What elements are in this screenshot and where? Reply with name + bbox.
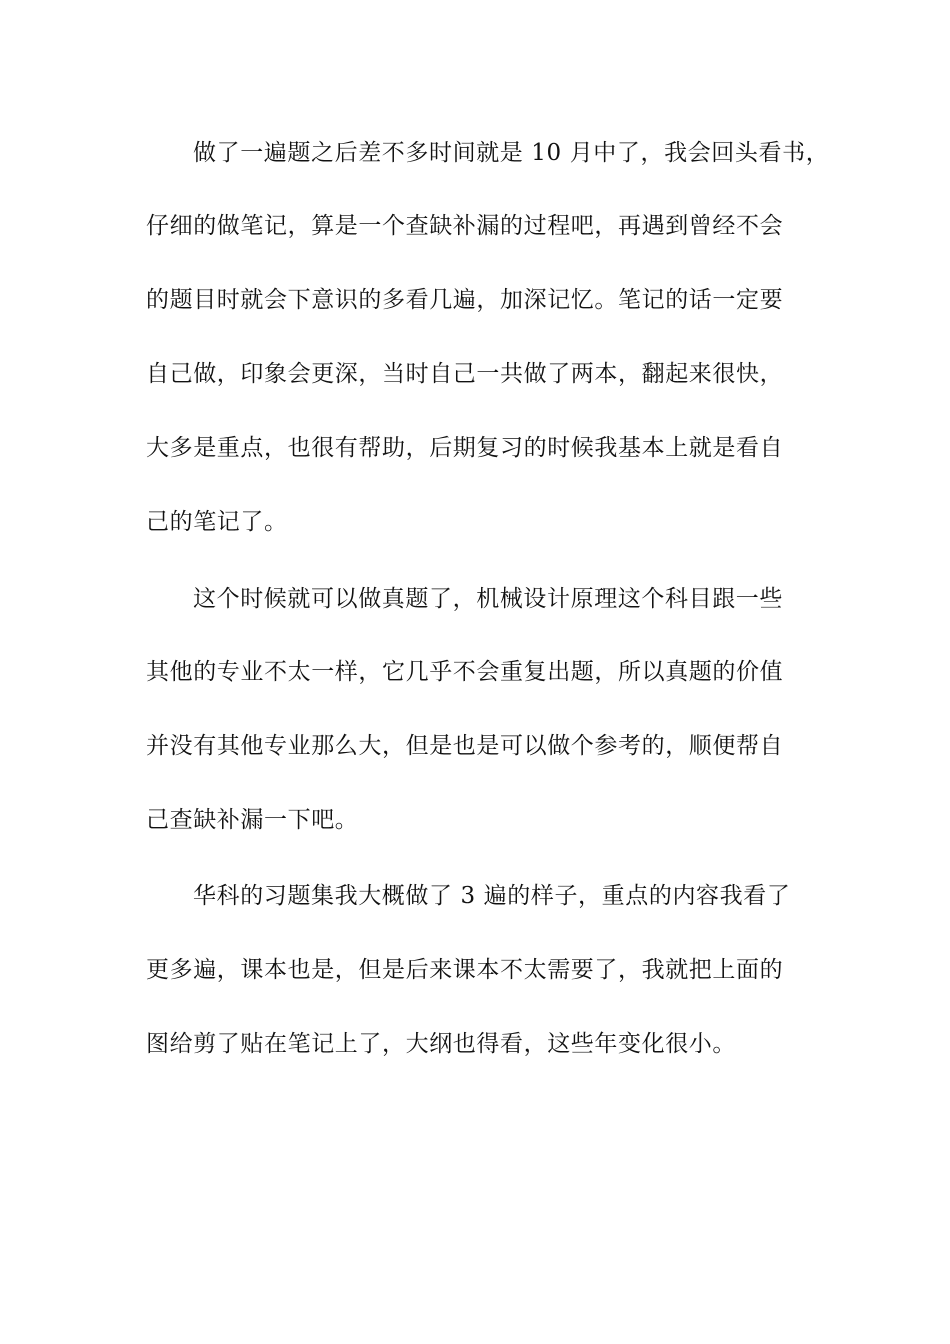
paragraph-3-line-3: 图给剪了贴在笔记上了，大纲也得看，这些年变化很小。	[146, 1031, 736, 1057]
paragraph-1-line-4: 自己做，印象会更深，当时自己一共做了两本，翻起来很快，	[146, 361, 784, 387]
paragraph-1-line-5: 大多是重点，也很有帮助，后期复习的时候我基本上就是看自	[146, 435, 784, 461]
paragraph-1-line-3: 的题目时就会下意识的多看几遍，加深记忆。笔记的话一定要	[146, 287, 784, 313]
paragraph-3-line-1: 华科的习题集我大概做了 3 遍的样子，重点的内容我看了	[193, 883, 791, 909]
paragraph-2-line-4: 己查缺补漏一下吧。	[146, 807, 359, 833]
paragraph-3-line-2: 更多遍，课本也是，但是后来课本不太需要了，我就把上面的	[146, 957, 784, 983]
paragraph-2-line-2: 其他的专业不太一样，它几乎不会重复出题，所以真题的价值	[146, 659, 784, 685]
paragraph-2-line-1: 这个时候就可以做真题了，机械设计原理这个科目跟一些	[193, 586, 783, 612]
paragraph-1-line-2: 仔细的做笔记，算是一个查缺补漏的过程吧，再遇到曾经不会	[146, 213, 784, 239]
paragraph-1-line-1: 做了一遍题之后差不多时间就是 10 月中了，我会回头看书，	[193, 140, 830, 166]
paragraph-1-line-6: 己的笔记了。	[146, 509, 288, 535]
paragraph-2-line-3: 并没有其他专业那么大，但是也是可以做个参考的，顺便帮自	[146, 733, 784, 759]
